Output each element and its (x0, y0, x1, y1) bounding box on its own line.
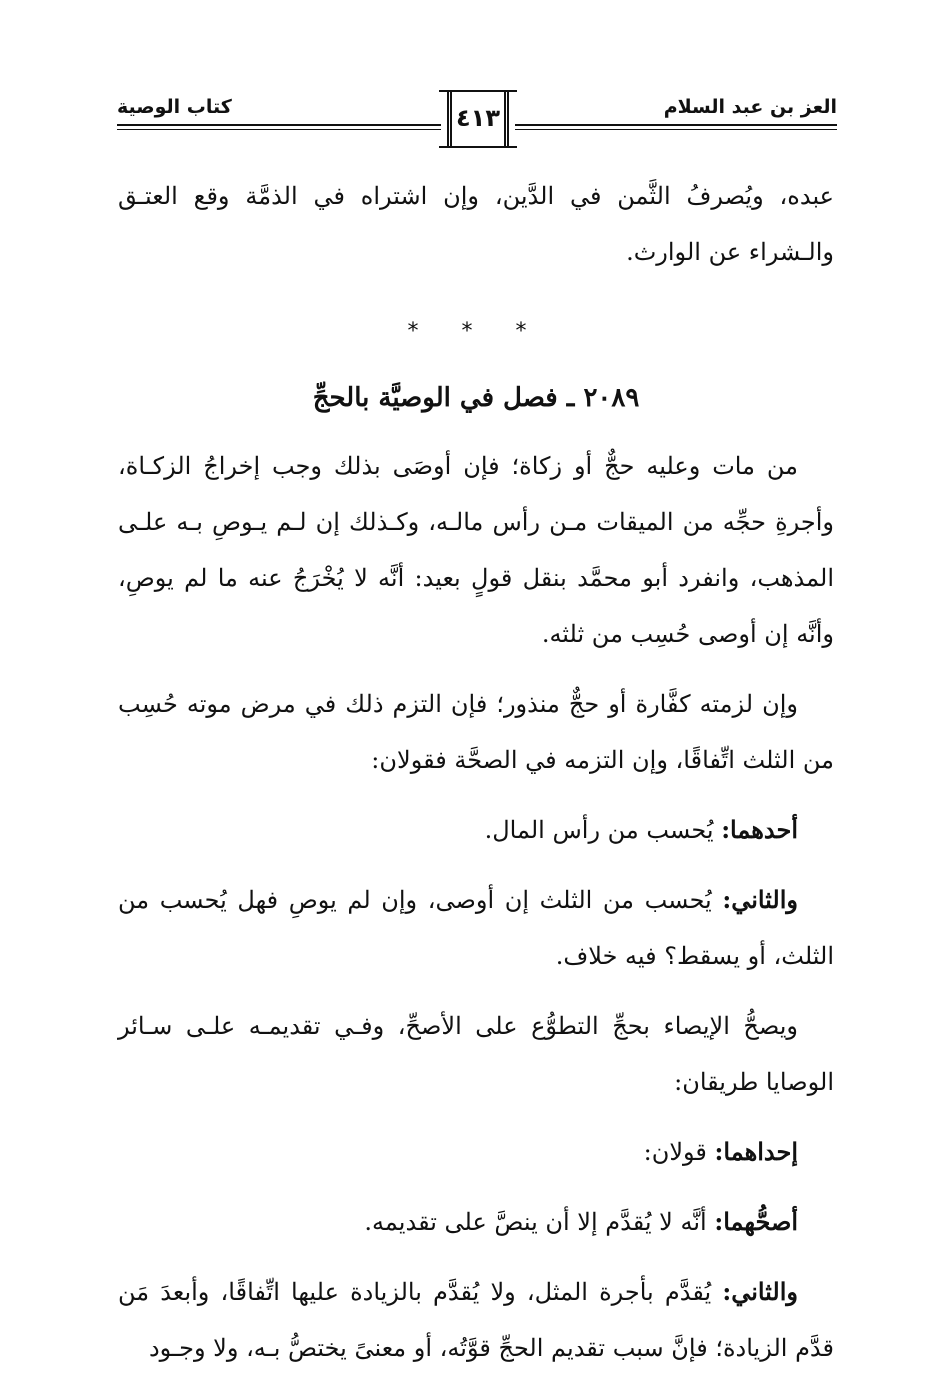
header-rule-left-bottom (117, 129, 441, 130)
paragraph-1: من مات وعليه حجٌّ أو زكاة؛ فإن أوصَى بذلك وجب إخراجُ الزكـاة، وأجرةِ حجِّه من الميقات مـن رأس مالـه، وكـذلك إن لـم يـوصِ بـه علـى المذهب، وانفرد أبو محمَّد بنقل قولٍ بعيد: أنَّه لا يُخْرَجُ عنه ما لم يوصِ، وأنَّه إن أوصى حُسِب من ثلثه. (118, 452, 834, 648)
paragraph-7 (118, 1194, 834, 1250)
page-body (118, 168, 834, 1390)
header-rule-left-top (117, 124, 441, 126)
paragraph-6-lead: إحداهما: (714, 1137, 798, 1166)
paragraph-8-text: يُقدَّم بأجرة المثل، ولا يُقدَّم بالزيادة عليها اتِّفاقًا، وأبعدَ مَن قدَّم الزيادة؛ فإنَّ سبب تقديم الحجِّ قوَّتُه، أو معنىً يختصُّ بـه، ولا وجـود (118, 1278, 834, 1362)
paragraph-2: وإن لزمته كفَّارة أو حجٌّ منذور؛ فإن التزم ذلك في مرض موته حُسِب من الثلث اتِّفاقًا، وإن التزمه في الصحَّة فقولان: (118, 690, 834, 774)
header-author: العز بن عبد السلام (663, 96, 837, 118)
paragraph-7-text: أنَّه لا يُقدَّم إلا أن ينصَّ على تقديمه. (364, 1208, 715, 1236)
paragraph-4 (118, 872, 834, 984)
paragraph-3-text: يُحسب من رأس المال. (484, 816, 722, 844)
paragraph-3-lead: أحدهما: (721, 815, 798, 844)
paragraph-8-lead: والثاني: (722, 1277, 798, 1306)
paragraph-8 (118, 1264, 834, 1376)
paragraph-6 (118, 1124, 834, 1180)
section-separator: * * * (407, 319, 545, 344)
header-rule-right-top (515, 124, 837, 126)
header-rule-right-bottom (515, 129, 837, 130)
paragraph-4-lead: والثاني: (722, 885, 798, 914)
page-number-box-bottom-bar (439, 146, 517, 148)
section-heading: ٢٠٨٩ ـ فصل في الوصيَّة بالحجِّ (312, 383, 640, 413)
paragraph-6-text: قولان: (643, 1138, 715, 1166)
header-book-title: كتاب الوصية (117, 96, 232, 118)
paragraph-3 (118, 802, 834, 858)
paragraph-4-text: يُحسب من الثلث إن أوصى، وإن لم يوصِ فهل يُحسب من الثلث، أو يسقط؟ فيه خلاف. (118, 886, 834, 970)
paragraph-continuation: عبده، ويُصرفُ الثَّمن في الدَّين، وإن اشتراه في الذمَّة وقع العتـق والـشراء عن الوارث. (118, 182, 834, 266)
paragraph-7-lead: أصحُّهما: (714, 1207, 798, 1236)
page-header (117, 84, 837, 156)
page-number-box (437, 84, 519, 154)
page-number: ٤١٣ (456, 104, 500, 132)
paragraph-5: ويصحُّ الإيصاء بحجِّ التطوُّع على الأصحِّ، وفـي تقديمـه علـى سـائر الوصايا طريقان: (118, 1012, 834, 1096)
